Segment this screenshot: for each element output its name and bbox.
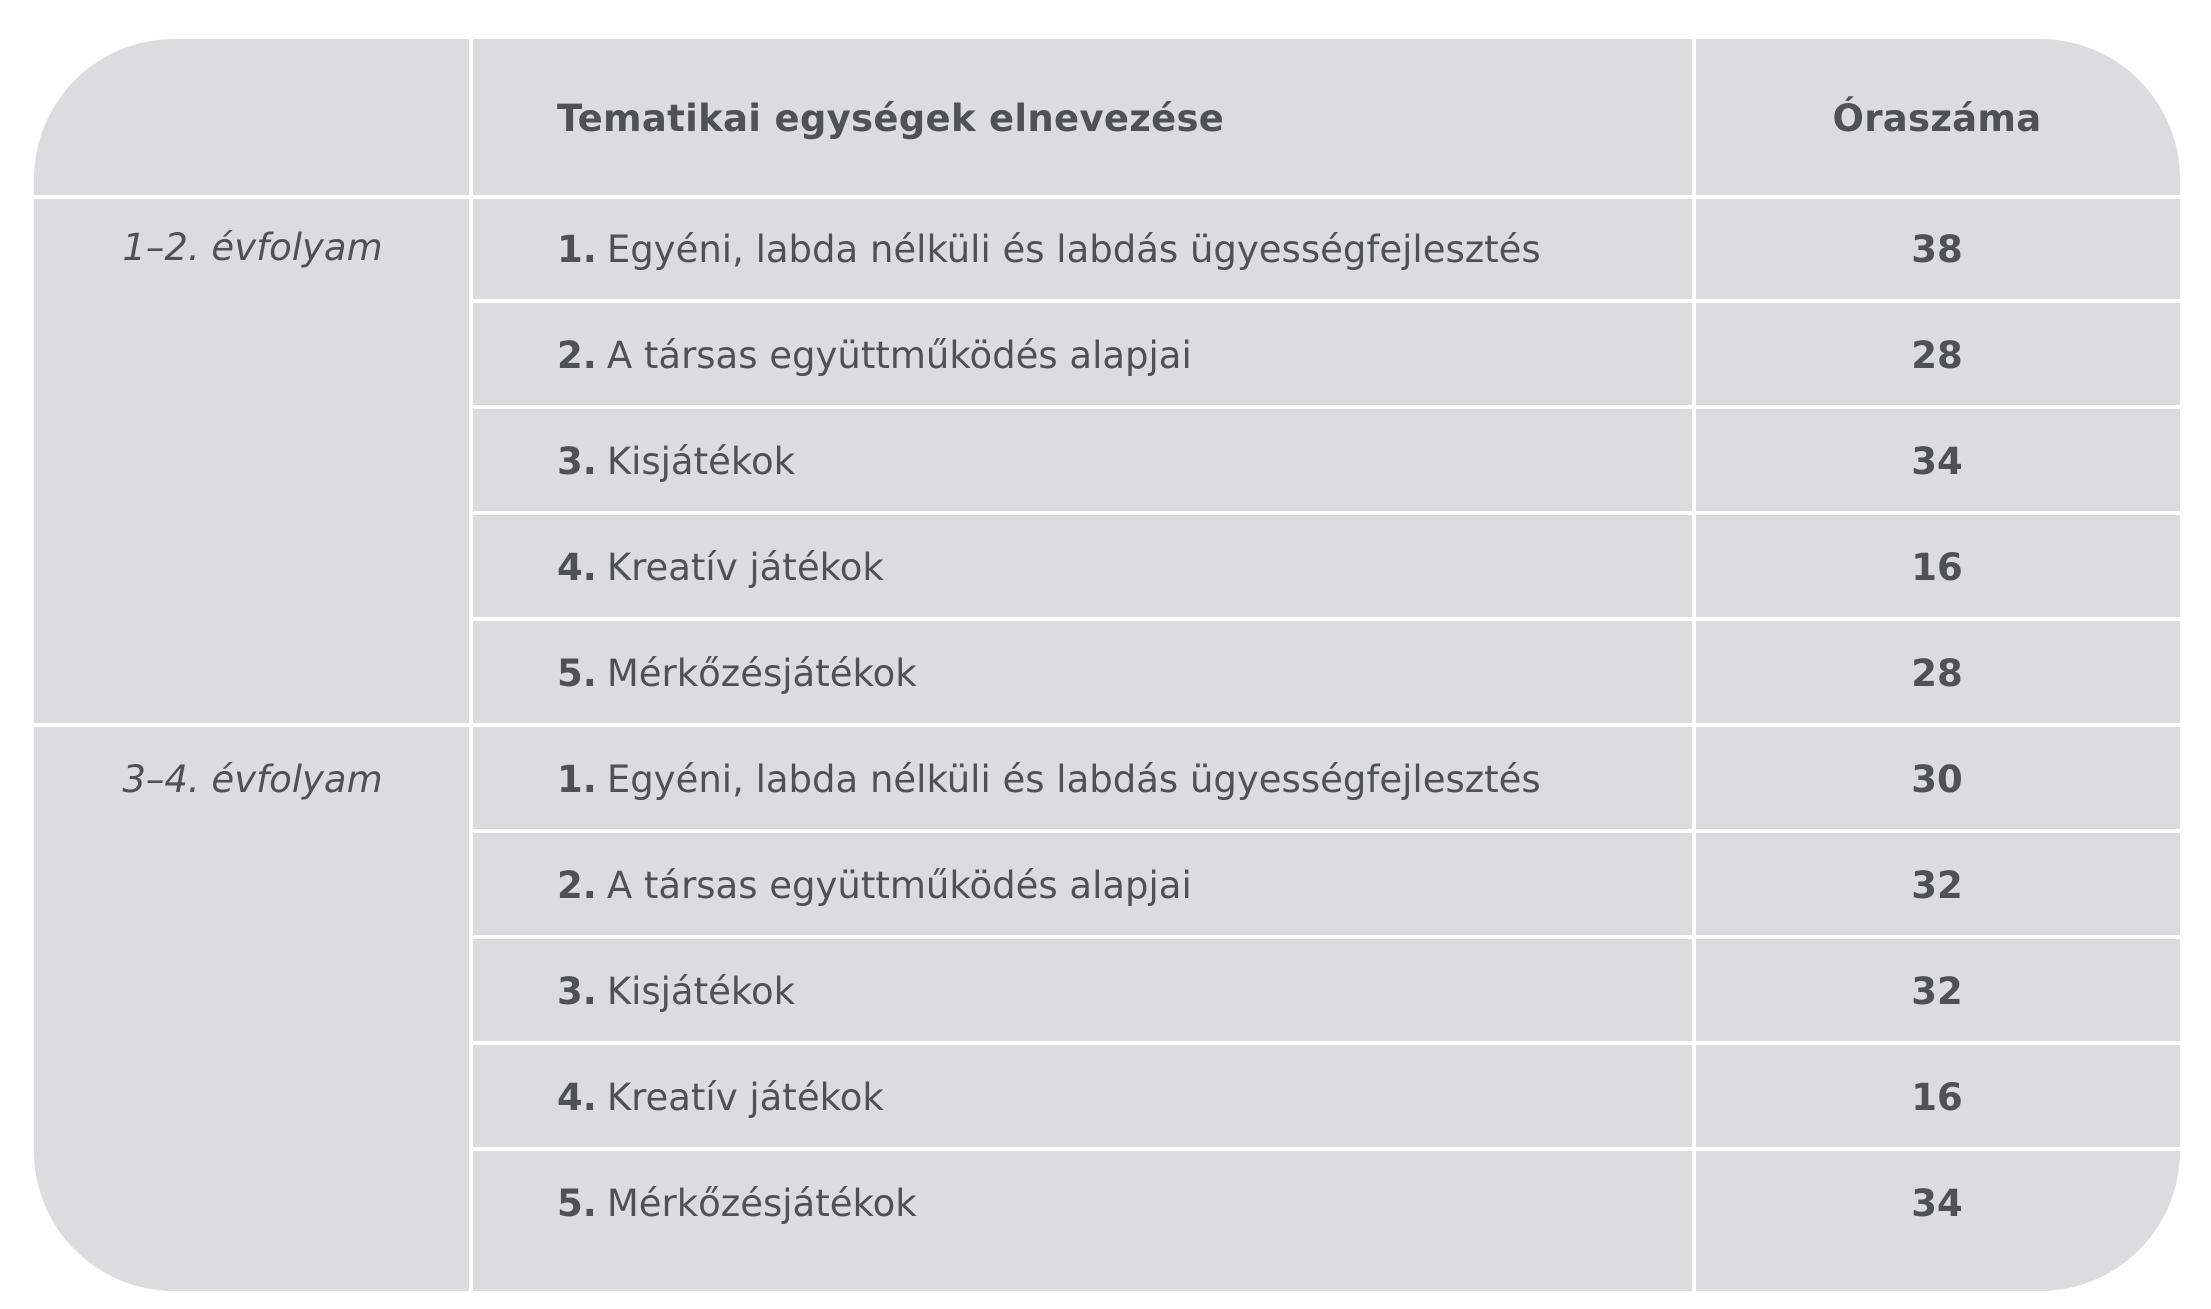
unit-number: 5. <box>557 651 597 695</box>
unit-name-cell <box>557 303 1192 407</box>
header-hours-label: Óraszáma <box>1832 96 2042 140</box>
unit-name: Kreatív játékok <box>606 1075 884 1119</box>
table-row <box>471 939 2180 1043</box>
unit-name-cell <box>557 515 884 619</box>
unit-name: Mérkőzésjátékok <box>606 651 917 695</box>
grade-label-3-4: 3–4. évfolyam <box>122 757 383 801</box>
table-row <box>471 833 2180 937</box>
unit-name: A társas együttműködés alapjai <box>606 863 1192 907</box>
unit-name: A társas együttműködés alapjai <box>606 333 1192 377</box>
table-row <box>471 515 2180 619</box>
unit-hours: 16 <box>1911 545 1963 589</box>
header-unit-name-label: Tematikai egységek elnevezése <box>557 96 1225 140</box>
unit-number: 1. <box>557 227 597 271</box>
curriculum-table <box>34 39 2180 1291</box>
grade-label-1-2: 1–2. évfolyam <box>122 225 383 269</box>
table-row <box>471 197 2180 301</box>
unit-hours: 28 <box>1911 333 1963 377</box>
table-row <box>471 621 2180 725</box>
table-row <box>471 1045 2180 1149</box>
unit-name-cell <box>557 409 795 513</box>
unit-name: Kisjátékok <box>606 969 796 1013</box>
unit-number: 5. <box>557 1181 597 1225</box>
unit-number: 3. <box>557 969 597 1013</box>
header-hours <box>1694 39 2180 197</box>
unit-name: Egyéni, labda nélküli és labdás ügyességfejlesztés <box>606 757 1541 801</box>
unit-name: Egyéni, labda nélküli és labdás ügyességfejlesztés <box>606 227 1541 271</box>
unit-hours: 34 <box>1911 1181 1963 1225</box>
table-row <box>471 303 2180 407</box>
unit-hours: 32 <box>1911 863 1963 907</box>
unit-name: Mérkőzésjátékok <box>606 1181 917 1225</box>
unit-number: 2. <box>557 863 597 907</box>
header-unit-name <box>557 39 1224 197</box>
table-row <box>471 1151 2180 1255</box>
unit-number: 4. <box>557 545 597 589</box>
unit-hours: 34 <box>1911 439 1963 483</box>
unit-name-cell <box>557 621 917 725</box>
unit-name-cell <box>557 939 795 1043</box>
unit-name: Kreatív játékok <box>606 545 884 589</box>
table-row <box>471 409 2180 513</box>
unit-number: 3. <box>557 439 597 483</box>
unit-name-cell <box>557 1151 917 1255</box>
unit-number: 1. <box>557 757 597 801</box>
unit-name-cell <box>557 197 1541 301</box>
unit-hours: 28 <box>1911 651 1963 695</box>
unit-hours: 32 <box>1911 969 1963 1013</box>
table-row <box>471 727 2180 831</box>
unit-hours: 38 <box>1911 227 1963 271</box>
unit-hours: 30 <box>1911 757 1963 801</box>
unit-name: Kisjátékok <box>606 439 796 483</box>
unit-number: 4. <box>557 1075 597 1119</box>
unit-name-cell <box>557 727 1541 831</box>
unit-number: 2. <box>557 333 597 377</box>
unit-name-cell <box>557 833 1192 937</box>
unit-name-cell <box>557 1045 884 1149</box>
unit-hours: 16 <box>1911 1075 1963 1119</box>
